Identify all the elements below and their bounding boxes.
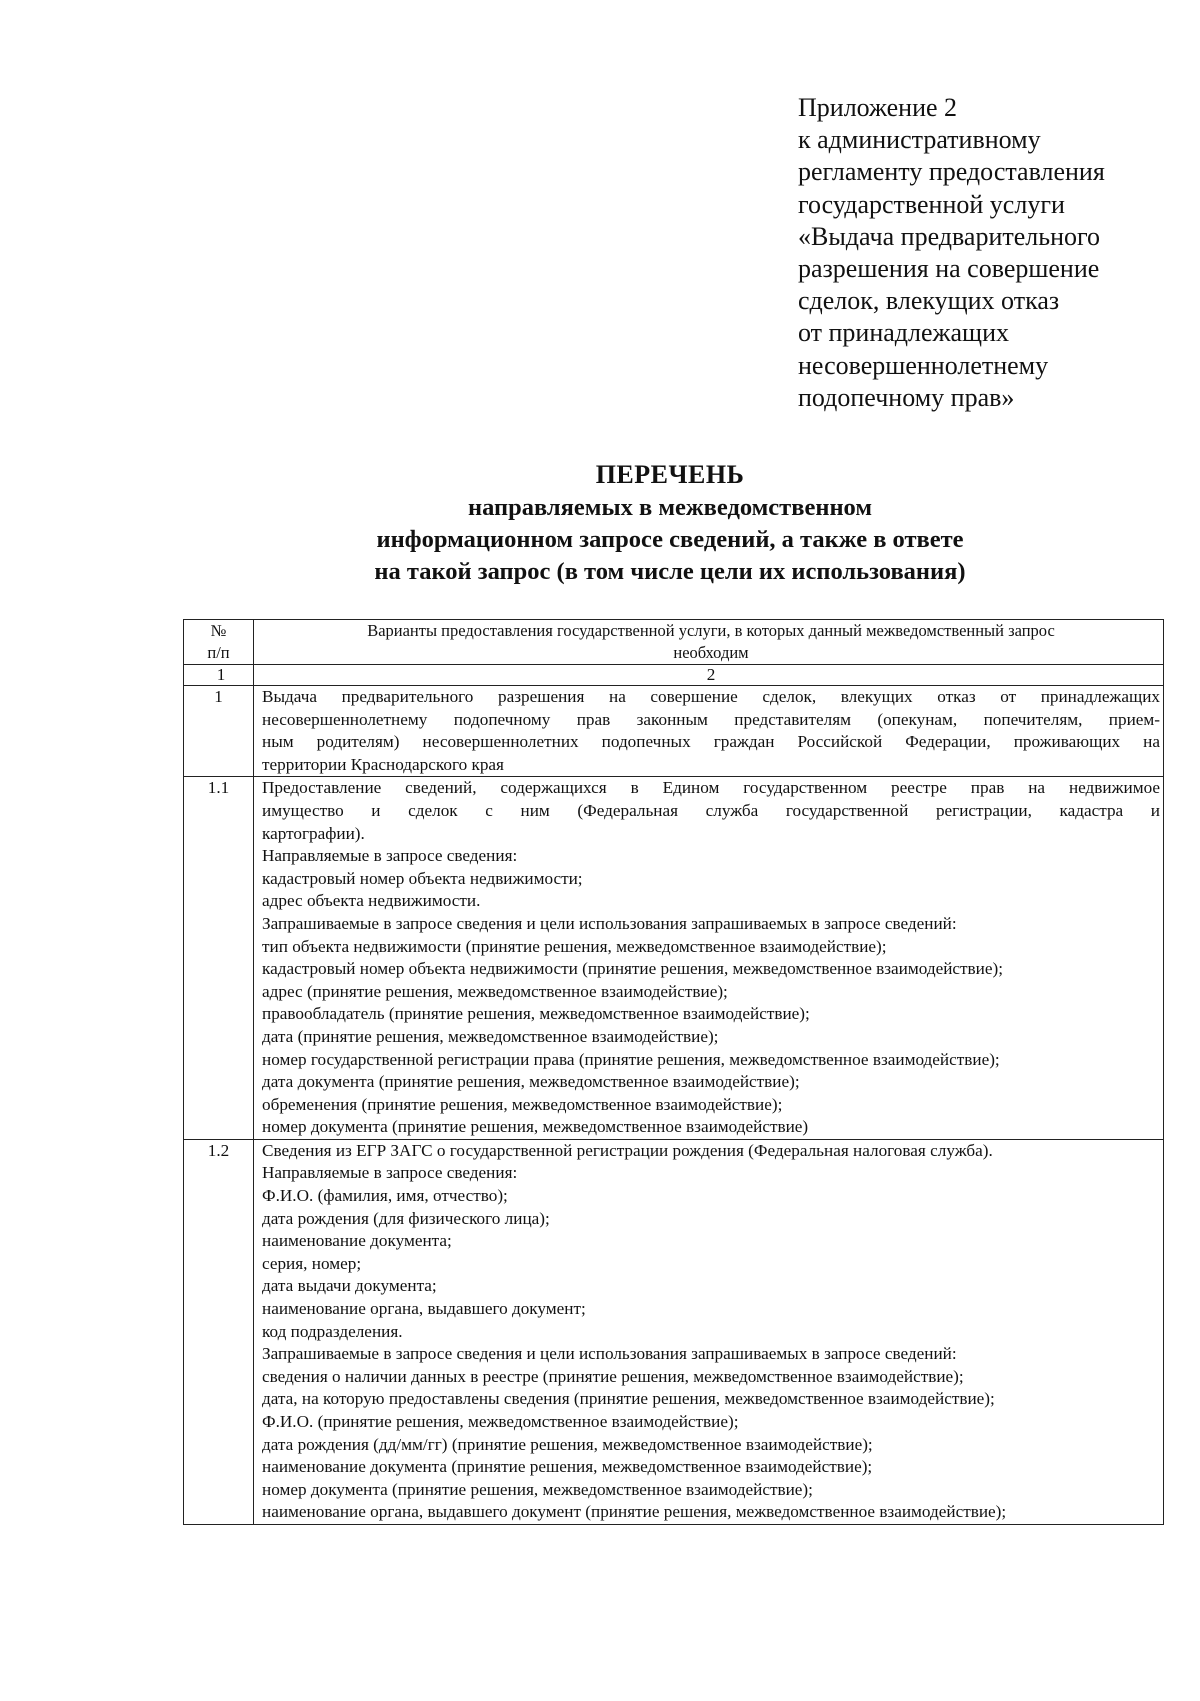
title-sub-line: направляемых в межведомственном — [467, 494, 873, 521]
row-line: кадастровый номер объекта недвижимости; — [262, 868, 583, 888]
row-line: дата выдачи документа; — [262, 1276, 437, 1296]
row-line: картографии). — [262, 823, 365, 843]
title-main: ПЕРЕЧЕНЬ — [595, 460, 745, 489]
row-line: наименование документа; — [262, 1231, 452, 1251]
header-num-cell — [184, 620, 254, 665]
appendix-line: разрешения на совершение — [798, 254, 1100, 284]
index-cell: 2 — [254, 665, 1164, 686]
row-line: Сведения из ЕГР ЗАГС о государственной регистрации рождения (Федеральная налоговая служба). — [262, 1140, 993, 1160]
header-num-line: № — [210, 621, 227, 640]
row-text — [254, 777, 1164, 1140]
row-num: 1.1 — [184, 777, 254, 1140]
row-line: дата (принятие решения, межведомственное взаимодействие); — [262, 1026, 719, 1046]
appendix-line: Приложение 2 — [798, 93, 958, 122]
row-line: несовершеннолетнему подопечному прав законным представителям (опекунам, попечителям, прием- — [262, 709, 1160, 729]
row-num: 1.2 — [184, 1139, 254, 1524]
row-line: дата рождения (дд/мм/гг) (принятие решения, межведомственное взаимодействие); — [262, 1434, 873, 1454]
row-line: обременения (принятие решения, межведомственное взаимодействие); — [262, 1094, 783, 1114]
appendix-line: несовершеннолетнему — [798, 350, 1049, 380]
row-line: ным родителям) несовершеннолетних подопечных граждан Российской Федерации, проживающих на — [262, 732, 1160, 752]
row-line: территории Краснодарского края — [262, 754, 504, 774]
row-line: Предоставление сведений, содержащихся в Едином государственном реестре прав на недвижимое — [262, 778, 1160, 798]
row-line: дата, на которую предоставлены сведения (принятие решения, межведомственное взаимодействие); — [262, 1389, 995, 1409]
row-line: Направляемые в запросе сведения: — [262, 1163, 518, 1183]
appendix-line: сделок, влекущих отказ — [798, 286, 1060, 316]
header-desc-line: Варианты предоставления государственной услуги, в которых данный межведомственный запрос — [367, 621, 1055, 640]
row-line: Выдача предварительного разрешения на совершение сделок, влекущих отказ от принадлежащих — [262, 687, 1160, 706]
row-line: правообладатель (принятие решения, межведомственное взаимодействие); — [262, 1004, 810, 1024]
row-line: Ф.И.О. (фамилия, имя, отчество); — [262, 1186, 508, 1206]
table-row — [184, 686, 1164, 777]
appendix-line: «Выдача предварительного — [798, 221, 1101, 251]
header-desc-line: необходим — [673, 643, 749, 662]
row-line: тип объекта недвижимости (принятие решения, межведомственное взаимодействие); — [262, 936, 887, 956]
appendix-line: к административному — [798, 125, 1041, 155]
row-line: Ф.И.О. (принятие решения, межведомственное взаимодействие); — [262, 1412, 739, 1431]
row-line: наименование органа, выдавшего документ; — [262, 1299, 586, 1319]
row-line: сведения о наличии данных в реестре (принятие решения, межведомственное взаимодействие); — [262, 1366, 964, 1386]
row-line: адрес объекта недвижимости. — [262, 891, 481, 911]
appendix-line: подопечному прав» — [798, 382, 1015, 412]
row-line: имущество и сделок с ним (Федеральная служба государственной регистрации, кадастра и — [262, 800, 1160, 820]
row-line: серия, номер; — [262, 1253, 362, 1273]
row-text — [254, 1139, 1164, 1524]
row-line: кадастровый номер объекта недвижимости (принятие решения, межведомственное взаимодействие); — [262, 959, 1003, 979]
row-num: 1 — [184, 686, 254, 777]
title-sub-line: информационном запросе сведений, а также в ответе — [376, 526, 964, 553]
appendix-line: от принадлежащих — [798, 318, 1009, 348]
row-line: Запрашиваемые в запросе сведения и цели использования запрашиваемых в запросе сведений: — [262, 1344, 957, 1364]
header-num-line: п/п — [207, 643, 230, 662]
table-header-row — [184, 620, 1164, 665]
row-line: номер государственной регистрации права (принятие решения, межведомственное взаимодействие); — [262, 1049, 1000, 1069]
row-line: Направляемые в запросе сведения: — [262, 846, 518, 866]
row-line: дата рождения (для физического лица); — [262, 1208, 550, 1228]
row-line: адрес (принятие решения, межведомственное взаимодействие); — [262, 981, 728, 1001]
table-index-row — [184, 665, 1164, 686]
title-sub-line: на такой запрос (в том числе цели их использования) — [374, 558, 966, 585]
header-desc-cell — [254, 620, 1164, 665]
table-row — [184, 1139, 1164, 1524]
row-text — [254, 686, 1164, 777]
row-line: наименование документа (принятие решения, межведомственное взаимодействие); — [262, 1457, 873, 1477]
appendix-line: регламенту предоставления — [798, 157, 1105, 187]
row-line: код подразделения. — [262, 1321, 403, 1341]
table-row — [184, 777, 1164, 1140]
document-title — [260, 458, 1080, 588]
requests-table — [183, 619, 1164, 1525]
appendix-block — [798, 92, 1178, 414]
index-cell: 1 — [184, 665, 254, 686]
row-line: номер документа (принятие решения, межведомственное взаимодействие) — [262, 1117, 809, 1137]
appendix-line: государственной услуги — [798, 189, 1065, 219]
row-line: наименование органа, выдавшего документ (принятие решения, межведомственное взаимодействие); — [262, 1502, 1007, 1522]
row-line: дата документа (принятие решения, межведомственное взаимодействие); — [262, 1072, 800, 1092]
row-line: Запрашиваемые в запросе сведения и цели использования запрашиваемых в запросе сведений: — [262, 913, 957, 933]
row-line: номер документа (принятие решения, межведомственное взаимодействие); — [262, 1479, 813, 1499]
